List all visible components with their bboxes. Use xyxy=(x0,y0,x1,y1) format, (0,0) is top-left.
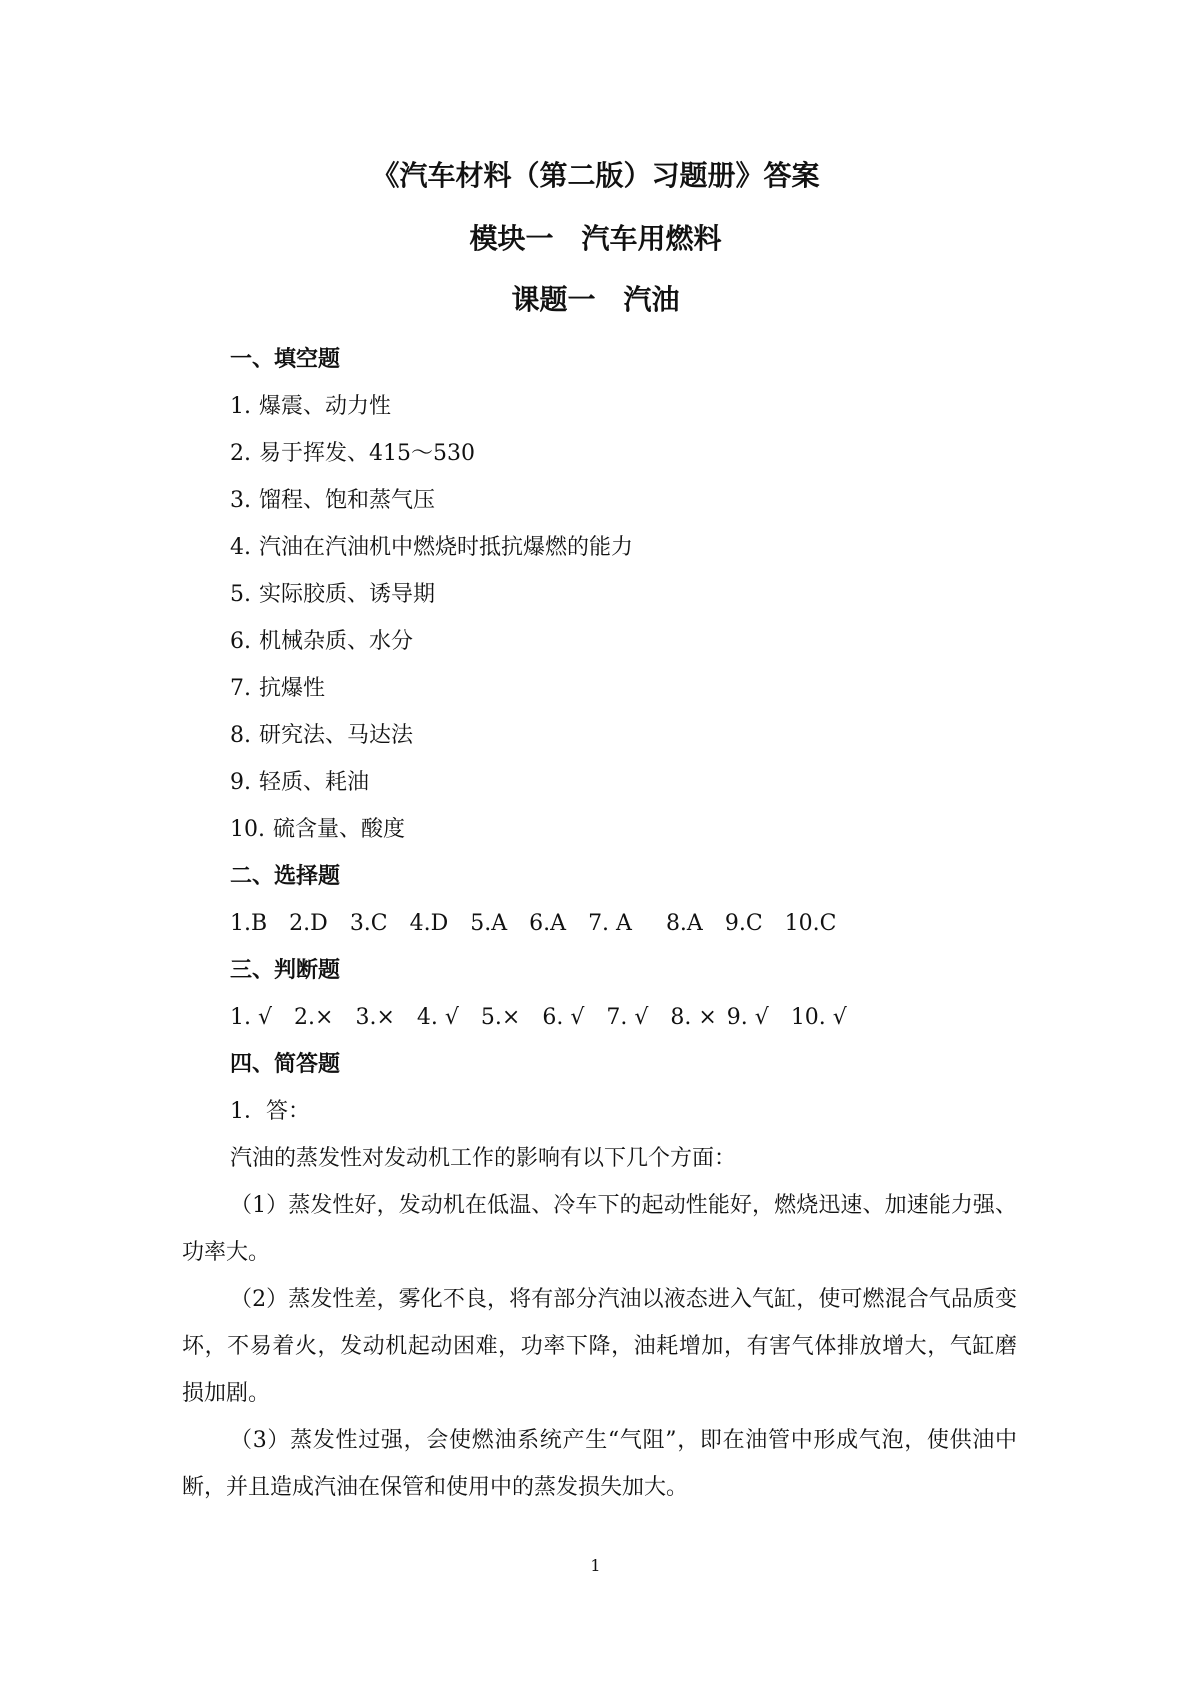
module-title: 模块一 汽车用燃料 xyxy=(469,222,722,255)
fill-blank-item xyxy=(182,806,1017,853)
judge-answer: 6. √ xyxy=(542,1005,585,1030)
choice-answer: 3.C xyxy=(349,911,388,936)
choice-answer: 2.D xyxy=(289,911,328,936)
judge-answer: 7. √ xyxy=(606,1005,649,1030)
short-answer-heading: 四、简答题 xyxy=(230,1051,341,1077)
fill-blank-item xyxy=(182,477,1017,524)
choice-answer: 1.B xyxy=(230,911,268,936)
answer-content xyxy=(182,336,1017,1511)
judge-answer: 8. × xyxy=(670,1005,717,1030)
item-number: 8. xyxy=(230,723,251,748)
fill-blank-item xyxy=(182,712,1017,759)
choice-answer: 8.A xyxy=(665,911,703,936)
topic-title: 课题一 汽油 xyxy=(511,283,680,316)
fill-blank-item xyxy=(182,571,1017,618)
fill-blank-item xyxy=(182,383,1017,430)
judge-answer: 5.× xyxy=(480,1005,521,1030)
judge-answer: 9. √ xyxy=(726,1005,769,1030)
choice-heading: 二、选择题 xyxy=(230,863,341,889)
judge-answer: 10. √ xyxy=(790,1005,847,1030)
choice-answer: 4.D xyxy=(409,911,449,936)
item-answer: 汽油在汽油机中燃烧时抵抗爆燃的能力 xyxy=(259,535,634,560)
answer-label: 1．答： xyxy=(230,1099,310,1124)
choice-answers xyxy=(182,900,1017,947)
judge-answer: 2.× xyxy=(294,1005,334,1030)
fill-blank-item xyxy=(182,759,1017,806)
item-number: 6. xyxy=(230,629,251,654)
fill-blank-heading: 一、填空题 xyxy=(230,346,341,372)
item-number: 9. xyxy=(230,770,251,795)
item-answer: 馏程、饱和蒸气压 xyxy=(259,488,436,513)
answer-point: （3）蒸发性过强，会使燃油系统产生“气阻”，即在油管中形成气泡，使供油中断，并且造成汽油在保管和使用中的蒸发损失加大。 xyxy=(182,1428,1017,1500)
judge-heading: 三、判断题 xyxy=(230,957,341,983)
page-number: 1 xyxy=(590,1556,601,1575)
item-answer: 轻质、耗油 xyxy=(259,770,370,795)
item-answer: 易于挥发、415～530 xyxy=(259,441,475,466)
judge-answer: 4. √ xyxy=(416,1005,459,1030)
item-number: 4. xyxy=(230,535,251,560)
answer-point: （2）蒸发性差，雾化不良，将有部分汽油以液态进入气缸，使可燃混合气品质变坏，不易着火，发动机起动困难，功率下降，油耗增加，有害气体排放增大，气缸磨损加剧。 xyxy=(182,1287,1017,1406)
item-answer: 抗爆性 xyxy=(259,676,326,701)
item-number: 5. xyxy=(230,582,251,607)
item-answer: 爆震、动力性 xyxy=(259,394,392,419)
item-answer: 研究法、马达法 xyxy=(259,723,414,748)
judge-answer: 1. √ xyxy=(230,1005,273,1030)
choice-answer: 9.C xyxy=(724,911,763,936)
fill-blank-item xyxy=(182,618,1017,665)
item-number: 2. xyxy=(230,441,251,466)
choice-answer: 7. A xyxy=(588,911,632,936)
answer-intro: 汽油的蒸发性对发动机工作的影响有以下几个方面： xyxy=(230,1146,737,1171)
item-answer: 机械杂质、水分 xyxy=(259,629,414,654)
judge-answers xyxy=(182,994,1017,1041)
fill-blank-item xyxy=(182,430,1017,477)
item-number: 10. xyxy=(230,817,265,842)
item-number: 7. xyxy=(230,676,251,701)
fill-blank-item xyxy=(182,665,1017,712)
choice-answer: 6.A xyxy=(529,911,567,936)
choice-answer: 10.C xyxy=(784,911,837,936)
item-answer: 实际胶质、诱导期 xyxy=(259,582,436,607)
item-number: 1. xyxy=(230,394,251,419)
answer-point: （1）蒸发性好，发动机在低温、冷车下的起动性能好，燃烧迅速、加速能力强、功率大。 xyxy=(182,1193,1017,1265)
choice-answer: 5.A xyxy=(470,911,508,936)
document-title: 《汽车材料（第二版）习题册》答案 xyxy=(371,159,820,192)
item-number: 3. xyxy=(230,488,251,513)
judge-answer: 3.× xyxy=(355,1005,395,1030)
item-answer: 硫含量、酸度 xyxy=(273,817,406,842)
fill-blank-item xyxy=(182,524,1017,571)
